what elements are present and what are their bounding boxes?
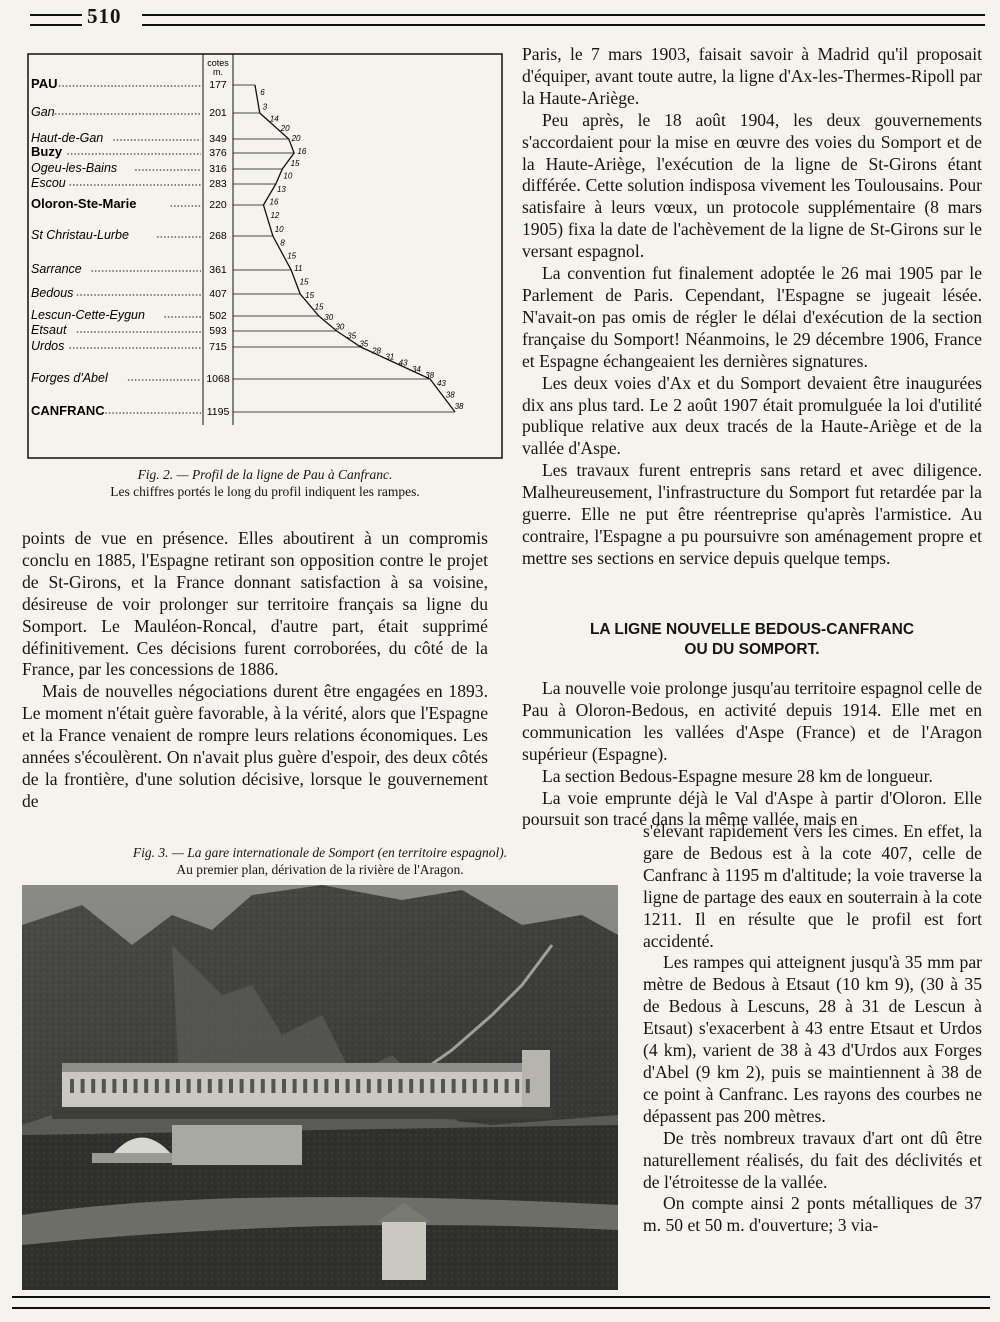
ramp-label: 3: [262, 102, 268, 112]
station-rows: [31, 76, 455, 418]
ramp-label: 43: [398, 358, 408, 368]
station-name: Urdos: [31, 339, 65, 353]
station-name: Escou: [31, 176, 66, 190]
window: [165, 1079, 169, 1093]
window: [271, 1079, 275, 1093]
station-cote: 361: [209, 264, 227, 276]
profile-figure: [27, 53, 503, 459]
window: [420, 1079, 424, 1093]
figure-2-caption: [20, 466, 510, 500]
right-column: [522, 44, 982, 570]
ramp-label: 15: [305, 291, 315, 301]
window: [293, 1079, 297, 1093]
embankment: [172, 1125, 302, 1165]
window: [229, 1079, 233, 1093]
paragraph: Les deux voies d'Ax et du Somport devaient être inaugurées dix ans plus tard. Le 2 août 1907 était promulguée la loi d'utilité publique relative aux deux tracés de la Haute-Ariège et de la vallée d'Aspe.: [522, 372, 982, 459]
ramp-label: 8: [280, 238, 285, 248]
page-header: [30, 6, 985, 30]
ramp-label: 15: [314, 302, 324, 312]
paragraph: La nouvelle voie prolonge jusqu'au territoire espagnol celle de Pau à Oloron-Bedous, en activité depuis 1914. Elle met en communication les vallées d'Aspe (France) et de l'Aragon supérieur (Espagne).: [522, 678, 982, 764]
window: [409, 1079, 413, 1093]
station-name: Lescun-Cette-Eygun: [31, 308, 145, 322]
ramp-label: 34: [411, 364, 421, 374]
window: [494, 1079, 498, 1093]
section-title-line-1: LA LIGNE NOUVELLE BEDOUS-CANFRANC: [589, 621, 915, 638]
window: [367, 1079, 371, 1093]
station-name: Ogeu-les-Bains: [31, 161, 118, 175]
station-cote: 1068: [206, 373, 230, 385]
ramp-label: 43: [436, 378, 446, 388]
station-cote: 283: [209, 178, 227, 190]
window: [314, 1079, 318, 1093]
ramp-label: 16: [269, 197, 279, 207]
station-cote: 349: [209, 133, 227, 145]
window: [112, 1079, 116, 1093]
window: [483, 1079, 487, 1093]
cotes-header-unit: m.: [213, 67, 223, 77]
station-cote: 502: [209, 310, 227, 322]
window: [303, 1079, 307, 1093]
window: [176, 1079, 180, 1093]
window: [526, 1079, 530, 1093]
station-name: Oloron-Ste-Marie: [31, 196, 137, 211]
window: [324, 1079, 328, 1093]
header-rule-right: [142, 14, 985, 26]
window: [335, 1079, 339, 1093]
section-title-line-2: OU DU SOMPORT.: [684, 641, 820, 658]
left-column: [22, 528, 488, 813]
window: [399, 1079, 403, 1093]
station-name: Haut-de-Gan: [31, 131, 104, 145]
station-cote: 268: [209, 230, 227, 242]
paragraph: Paris, le 7 mars 1903, faisait savoir à Madrid qu'il proposait d'équiper, avant toute autre, la ligne d'Ax-les-Thermes-Ripoll par la Haute-Ariège.: [522, 44, 982, 108]
ramp-label: 15: [290, 159, 300, 169]
ramp-label: 12: [270, 211, 280, 221]
window: [282, 1079, 286, 1093]
window: [208, 1079, 212, 1093]
figure-3-caption: [70, 844, 570, 878]
station-cote: 201: [209, 107, 227, 119]
station-name: Bedous: [31, 286, 74, 300]
ramp-label: 38: [445, 390, 455, 400]
ramp-label: 38: [454, 402, 464, 412]
window: [505, 1079, 509, 1093]
station-cote: 715: [209, 341, 227, 353]
window: [155, 1079, 159, 1093]
page-number: 510: [87, 4, 122, 28]
station-name: Etsaut: [31, 323, 67, 337]
station-cote: 177: [209, 79, 227, 91]
paragraph: La section Bedous-Espagne mesure 28 km de longueur.: [542, 765, 933, 786]
ramp-label: 38: [425, 370, 435, 380]
station-cote: 593: [209, 325, 227, 337]
window: [261, 1079, 265, 1093]
cotes-header: cotes: [207, 58, 229, 68]
window: [430, 1079, 434, 1093]
station-name: St Christau-Lurbe: [31, 228, 129, 242]
station-cote: 1195: [206, 406, 230, 418]
window: [515, 1079, 519, 1093]
paragraph: Peu après, le 18 août 1904, les deux gouvernements s'accordaient pour la mise en œuvre des voies du Somport et de la Haute-Ariège, l'exécution de la ligne de St-Girons étant différée. Cette solution indisposa vivement les Toulousains. Pour satisfaire à leurs vœux, un protocole supplémentaire (8 mars 1905) fixa la date de l'achèvement de la ligne de St-Girons sur le versant espagnol.: [522, 109, 982, 262]
ramp-label: 11: [294, 264, 303, 274]
footer-rule: [12, 1296, 990, 1309]
paragraph: Les travaux furent entrepris sans retard et avec diligence. Malheureusement, l'infrastructure du Somport fut retardée par la guerre. Elle ne put être réentreprise qu'après l'armistice. Au contraire, l'Espagne a pu poursuivre son aménagement propre et mettre ses sections en service depuis quelque temps.: [522, 460, 982, 568]
section-title: [522, 620, 982, 660]
window: [102, 1079, 106, 1093]
ramp-label: 16: [297, 147, 307, 157]
ramp-label: 35: [359, 339, 369, 349]
window: [346, 1079, 350, 1093]
ramp-label: 31: [385, 352, 395, 362]
ramp-label: 35: [347, 331, 357, 341]
ramp-labels: [260, 88, 464, 411]
ramp-label: 13: [276, 184, 286, 194]
ramp-label: 15: [287, 251, 297, 261]
paragraph: La voie emprunte déjà le Val d'Aspe à partir d'Oloron. Elle poursuit son tracé dans la même vallée, mais en: [522, 787, 982, 830]
window: [452, 1079, 456, 1093]
window: [134, 1079, 138, 1093]
figure-2-caption-title: Fig. 2. — Profil de la ligne de Pau à Canfranc.: [137, 467, 393, 482]
window: [218, 1079, 222, 1093]
figure-3-caption-title: Fig. 3. — La gare internationale de Somport (en territoire espagnol).: [132, 845, 508, 860]
header-rule-left: [30, 14, 82, 26]
station-name: Gan: [31, 105, 55, 119]
window: [356, 1079, 360, 1093]
paragraph: De très nombreux travaux d'art ont dû être naturellement réalisés, du fait des déclivités et de l'étroitesse de la vallée.: [643, 1127, 982, 1192]
station-cote: 376: [209, 147, 227, 159]
ramp-label: 28: [372, 346, 382, 356]
window: [70, 1079, 74, 1093]
window: [123, 1079, 127, 1093]
window: [81, 1079, 85, 1093]
paragraph: points de vue en présence. Elles aboutirent à un compromis conclu en 1885, l'Espagne retirant son opposition contre le projet de St-Girons, et la France donnant satisfaction à sa voisine, désireuse de voir prolonger sur territoire français sa ligne du Somport. Le Mauléon-Roncal, d'autre part, était supprimé définitivement. Ces décisions furent corroborées, du côté de la France, par les concessions de 1886.: [22, 528, 488, 680]
window: [473, 1079, 477, 1093]
figure-2-caption-note: Les chiffres portés le long du profil indiquent les rampes.: [110, 484, 420, 499]
window: [187, 1079, 191, 1093]
paragraph: Mais de nouvelles négociations durent être engagées en 1893. Le moment n'était guère favorable, à la vérité, alors que l'Espagne et la France venaient de rompre leurs relations économiques. Les années s'écoulèrent. On n'avait plus guère d'espoir, des deux côtés de la frontière, d'une solution décisive, lorsque le gouvernement de: [22, 681, 488, 811]
window: [144, 1079, 148, 1093]
ramp-label: 20: [291, 133, 301, 143]
window: [388, 1079, 392, 1093]
window: [197, 1079, 201, 1093]
ramp-label: 10: [274, 224, 284, 234]
station-cote: 220: [209, 199, 227, 211]
station-name: PAU: [31, 76, 58, 91]
ramp-label: 30: [324, 313, 334, 323]
ramp-label: 14: [269, 114, 279, 124]
paragraph: s'élevant rapidement vers les cimes. En effet, la gare de Bedous est à la cote 407, celle de Canfranc à 1195 m d'altitude; la voie traverse la ligne de partage des eaux en souterrain à la cote 1211. Il en résulte que le profil est fort accidenté.: [643, 821, 982, 951]
small-building: [382, 1220, 426, 1280]
figure-3-caption-note: Au premier plan, dérivation de la rivière de l'Aragon.: [176, 862, 464, 877]
window: [240, 1079, 244, 1093]
right-column-narrow: [643, 821, 982, 1237]
right-column-section: [522, 678, 982, 831]
window: [377, 1079, 381, 1093]
window: [462, 1079, 466, 1093]
window: [91, 1079, 95, 1093]
paragraph: Les rampes qui atteignent jusqu'à 35 mm par mètre de Bedous à Etsaut (10 km 9), (30 à 35 de Bedous à Lescuns, 28 à 31 de Lescun à Etsaut) s'exacerbent à 43 entre Etsaut et Urdos (4 km), varient de 38 à 43 d'Urdos aux Forges d'Abel (9 km 2), puis se maintiennent à 38 de ce point à Canfranc. Les rayons des courbes ne dépassent pas 200 mètres.: [643, 952, 982, 1126]
window: [250, 1079, 254, 1093]
ramp-label: 6: [260, 88, 265, 98]
ramp-label: 15: [299, 277, 309, 287]
profile-line: [255, 85, 455, 412]
ramp-label: 20: [280, 124, 290, 134]
station-name: Buzy: [31, 144, 63, 159]
ramp-label: 30: [335, 322, 345, 332]
window: [441, 1079, 445, 1093]
figure-frame: [28, 54, 502, 458]
station-cote: 407: [209, 288, 227, 300]
station-name: CANFRANC: [31, 403, 105, 418]
somport-station-photo: [22, 885, 618, 1290]
ramp-label: 10: [283, 171, 293, 181]
paragraph: On compte ainsi 2 ponts métalliques de 37 m. 50 et 50 m. d'ouverture; 3 via-: [643, 1193, 982, 1236]
station-cote: 316: [209, 163, 227, 175]
station-name: Forges d'Abel: [31, 371, 108, 385]
paragraph: La convention fut finalement adoptée le 26 mai 1905 par le Parlement de Paris. Cependant, l'Espagne se jugeait lésée. N'avait-on pas omis de régler le délai d'exécution de la section française du Somport! Néanmoins, le 29 décembre 1906, France et Espagne échangeaient les dernières signatures.: [522, 263, 982, 371]
station-name: Sarrance: [31, 262, 82, 276]
